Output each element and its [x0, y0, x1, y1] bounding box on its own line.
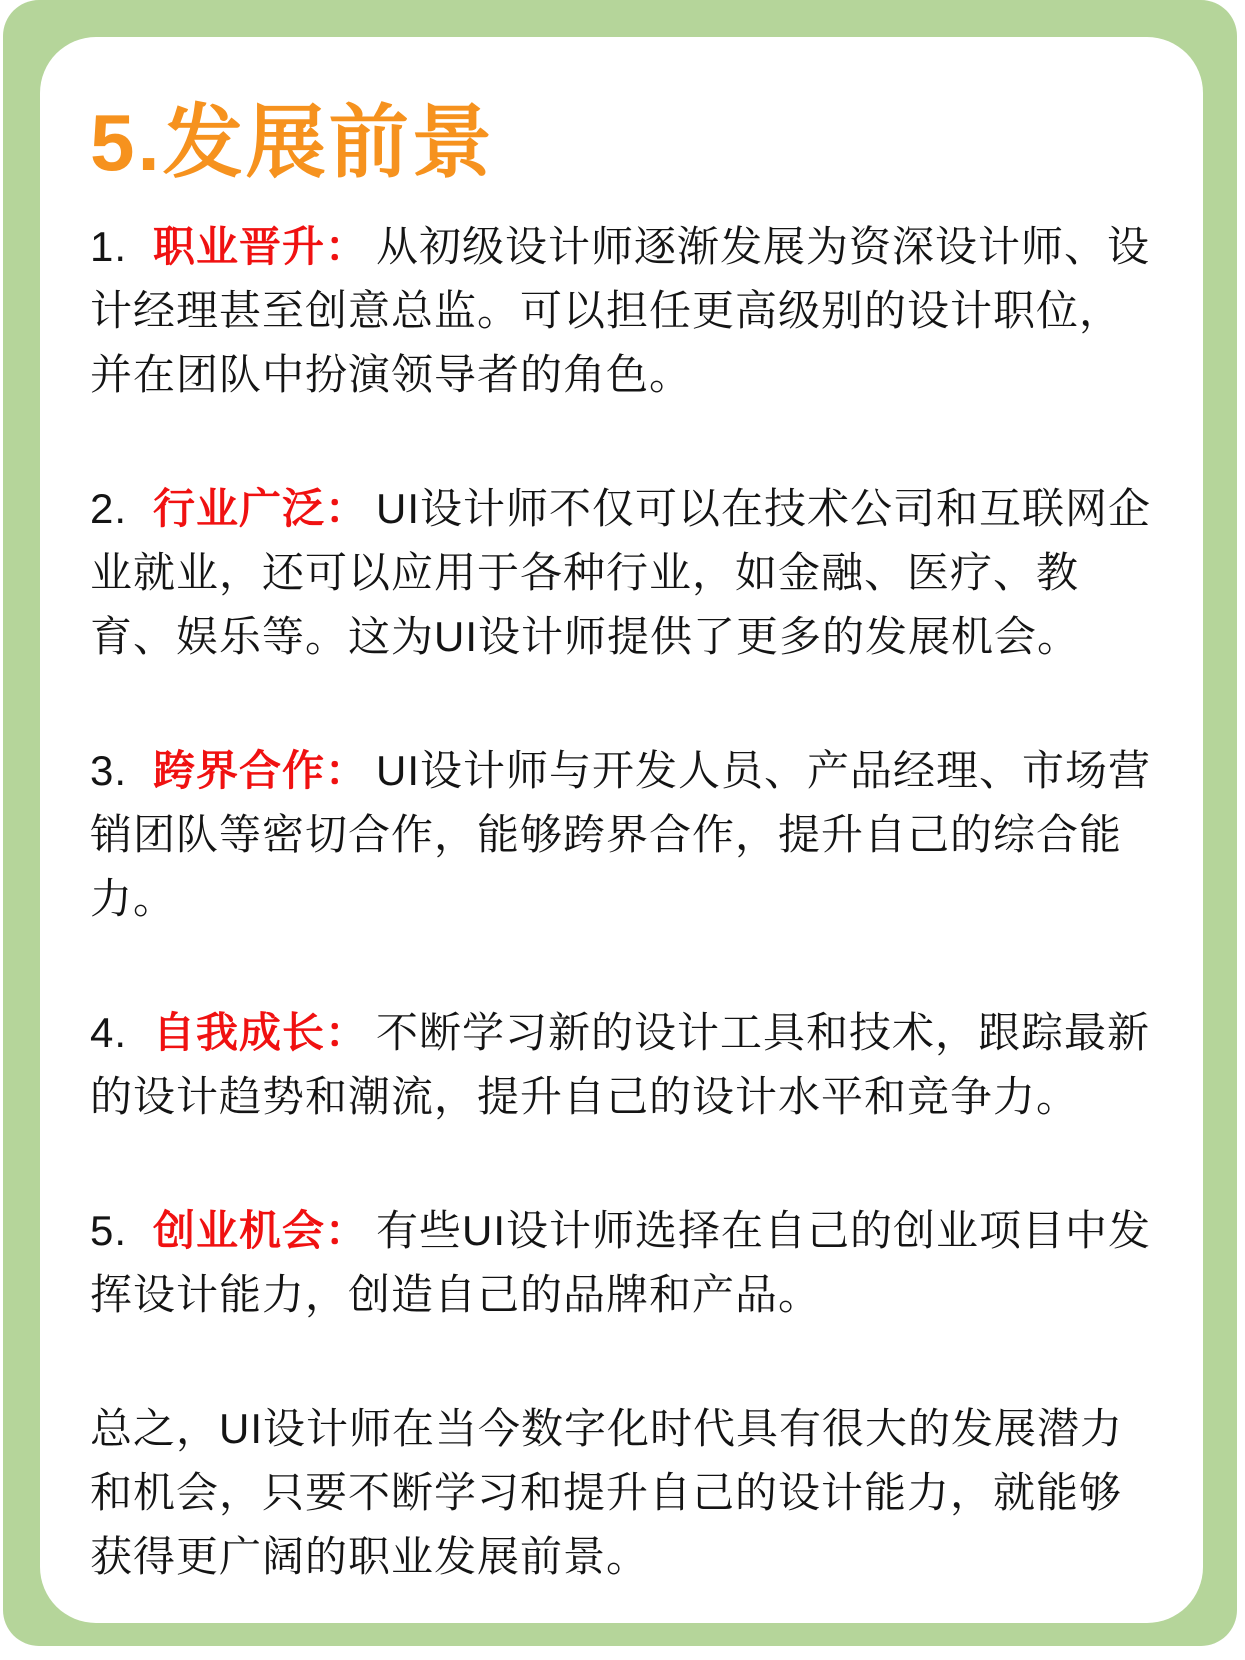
page-title: 5.发展前景: [90, 98, 495, 187]
item-body: 不断学习新的设计工具和技术，跟踪最新的设计趋势和潮流，提升自己的设计水平和竞争力。: [90, 1009, 1151, 1120]
item-number: 2.: [90, 485, 128, 532]
content-card: [40, 37, 1203, 1623]
item-label: 跨界合作：: [153, 747, 369, 794]
item-number: 1.: [90, 223, 128, 270]
list-item-self-growth: [90, 1001, 1157, 1129]
item-number: 5.: [90, 1207, 128, 1254]
list-item-startup-opportunity: [90, 1199, 1157, 1327]
item-label: 创业机会：: [153, 1207, 369, 1254]
item-number: 3.: [90, 747, 128, 794]
conclusion-paragraph: 总之，UI设计师在当今数字化时代具有很大的发展潜力和机会，只要不断学习和提升自己的设计能力，就能够获得更广阔的职业发展前景。: [90, 1405, 1124, 1580]
item-body: 有些UI设计师选择在自己的创业项目中发挥设计能力，创造自己的品牌和产品。: [90, 1207, 1152, 1318]
list-item-broad-industry: [90, 477, 1157, 669]
item-label: 行业广泛：: [153, 485, 369, 532]
item-body: UI设计师与开发人员、产品经理、市场营销团队等密切合作，能够跨界合作，提升自己的综合能力。: [90, 747, 1152, 922]
item-label: 自我成长：: [153, 1009, 369, 1056]
item-body: 从初级设计师逐渐发展为资深设计师、设计经理甚至创意总监。可以担任更高级别的设计职位，并在团队中扮演领导者的角色。: [90, 223, 1151, 398]
item-body: UI设计师不仅可以在技术公司和互联网企业就业，还可以应用于各种行业，如金融、医疗、教育、娱乐等。这为UI设计师提供了更多的发展机会。: [90, 485, 1152, 660]
item-number: 4.: [90, 1009, 128, 1056]
list-item-cross-collaboration: [90, 739, 1157, 931]
list-item-career-promotion: [90, 215, 1157, 407]
item-label: 职业晋升：: [153, 223, 369, 270]
